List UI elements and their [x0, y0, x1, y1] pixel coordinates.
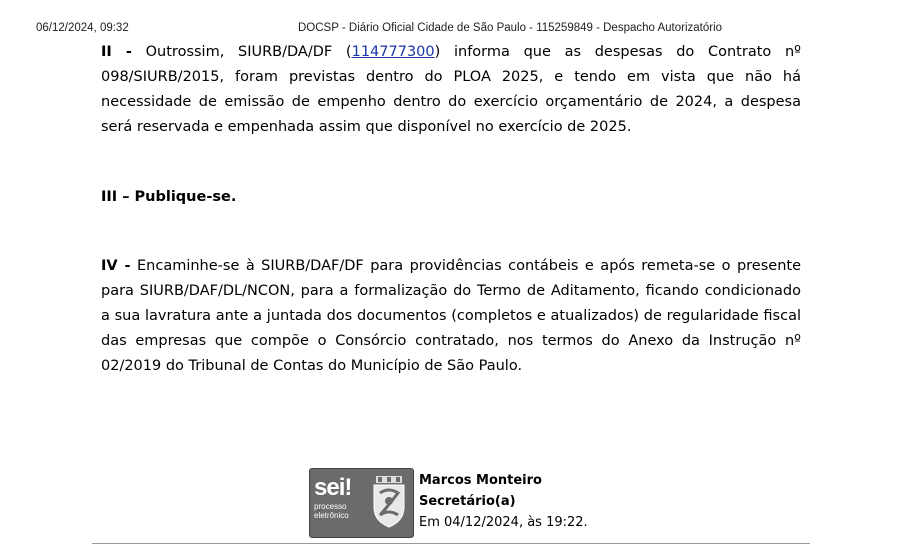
sei-logo-wordmark: sei! [314, 474, 352, 501]
city-crest-icon [370, 475, 408, 529]
paragraph-ii-label: II - [101, 44, 132, 60]
paragraph-ii [101, 40, 801, 140]
paragraph-iv-label: IV - [101, 258, 131, 274]
sei-seal-logo [309, 468, 414, 538]
paragraph-iv-text: Encaminhe-se à SIURB/DAF/DF para providências contábeis e após remeta-se o presente para SIURB/DAF/DL/NCON, para a formalização do Termo de Aditamento, ficando condicionado a sua lavratura ante a juntada dos documentos (completos e atualizados) de regularidade fiscal das empresas que compõe o Consórcio contratado, nos termos do Anexo da Instrução nº 02/2019 do Tribunal de Contas do Município de São Paulo. [101, 258, 801, 374]
sei-logo-subtext-2: eletrônico [314, 511, 349, 520]
signature-block [309, 468, 829, 538]
signer-role: Secretário(a) [419, 494, 516, 509]
print-header [0, 22, 900, 38]
footer-divider [92, 543, 810, 544]
paragraph-iv [101, 254, 801, 379]
print-title: DOCSP - Diário Oficial Cidade de São Paulo - 115259849 - Despacho Autorizatório [298, 22, 723, 34]
signature-details [419, 470, 588, 533]
paragraph-ii-text-start: Outrossim, SIURB/DA/DF ( [131, 44, 352, 60]
paragraph-ii-text-end: ) informa que as despesas do Contrato nº 098/SIURB/2015, foram previstas dentro do PLOA 2025, e tendo em vista que não há necessidade de emissão de empenho dentro do exercício orçamentário de 2024, a despesa será reservada e empenhada assim que disponível no exercício de 2025. [101, 44, 801, 135]
signer-name: Marcos Monteiro [419, 473, 542, 488]
process-document-link[interactable]: 114777300 [351, 44, 435, 60]
sei-logo-subtext-1: processo [314, 502, 347, 511]
sei-logo-text [314, 474, 368, 532]
document-body [101, 40, 801, 379]
signature-date: Em 04/12/2024, às 19:22. [419, 515, 588, 530]
print-date: 06/12/2024, 09:32 [36, 22, 129, 34]
paragraph-iii-label: III – Publique-se. [101, 189, 237, 205]
paragraph-iii [101, 185, 801, 210]
